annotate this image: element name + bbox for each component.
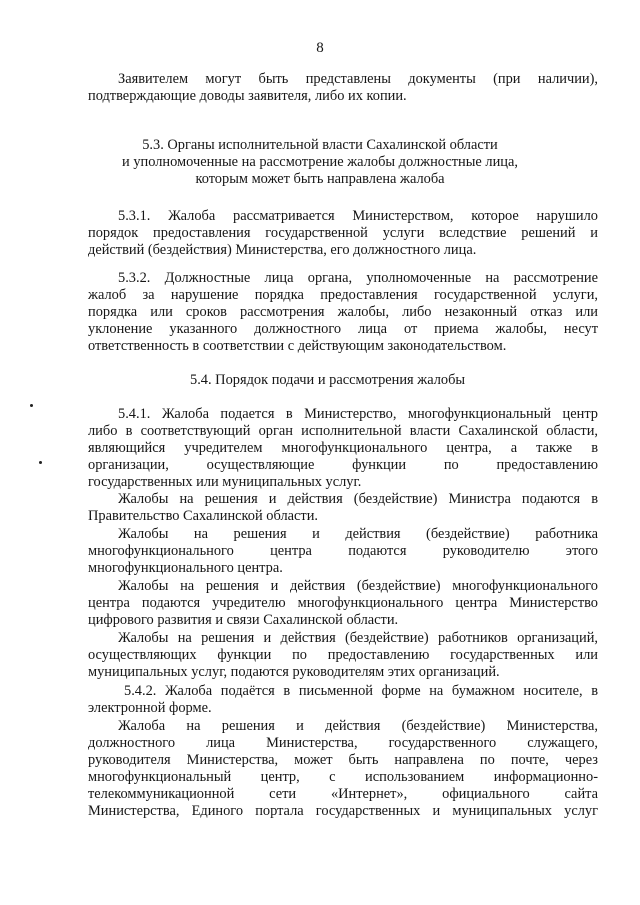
- text-line: 5.3. Органы исполнительной власти Сахалинской области: [142, 137, 498, 153]
- text-line: Правительство Сахалинской области.: [88, 508, 318, 524]
- text-line: должностного лица Министерства, государственного служащего,: [88, 735, 598, 751]
- text-line: либо в соответствующий орган исполнительной власти Сахалинской области,: [88, 423, 598, 439]
- text-line: Заявителем могут быть представлены документы (при наличии),: [118, 71, 598, 87]
- page-number: 8: [316, 40, 324, 56]
- text-line: уклонение указанного должностного лица от приема жалобы, несут: [88, 321, 598, 337]
- scan-speck: [39, 461, 42, 464]
- text-line: являющийся учредителем многофункционального центра, а также в: [88, 440, 598, 456]
- text-line: телекоммуникационной сети «Интернет», официального сайта: [88, 786, 598, 802]
- text-line: электронной форме.: [88, 700, 212, 716]
- text-line: жалоб за нарушение порядка предоставления государственной услуги,: [88, 287, 598, 303]
- text-line: осуществляющих функции по предоставлению государственных или: [88, 647, 598, 663]
- scan-speck: [30, 404, 33, 407]
- text-line: руководителя Министерства, может быть направлена по почте, через: [88, 752, 598, 768]
- text-line: которым может быть направлена жалоба: [195, 171, 445, 187]
- text-line: порядок предоставления государственной услуги вследствие решений и: [88, 225, 598, 241]
- text-line: многофункционального центра подаются руководителю этого: [88, 543, 598, 559]
- text-line: ответственность в соответствии с действующим законодательством.: [88, 338, 507, 354]
- text-line: действий (бездействия) Министерства, его должностного лица.: [88, 242, 477, 258]
- text-line: 5.4.2. Жалоба подаётся в письменной форме на бумажном носителе, в: [124, 683, 598, 699]
- text-line: порядка или сроков рассмотрения жалобы, либо незаконный отказ или: [88, 304, 598, 320]
- text-line: Жалобы на решения и действия (бездействие) Министра подаются в: [118, 491, 598, 507]
- text-line: 5.4. Порядок подачи и рассмотрения жалобы: [190, 372, 466, 388]
- text-line: 5.4.1. Жалоба подается в Министерство, многофункциональный центр: [118, 406, 598, 422]
- text-line: муниципальных услуг, подаются руководителям этих организаций.: [88, 664, 500, 680]
- text-line: центра подаются учредителю многофункционального центра Министерство: [88, 595, 598, 611]
- text-line: 5.3.2. Должностные лица органа, уполномоченные на рассмотрение: [118, 270, 598, 286]
- text-line: Жалоба на решения и действия (бездействие) Министерства,: [118, 718, 598, 734]
- text-line: и уполномоченные на рассмотрение жалобы должностные лица,: [122, 154, 518, 170]
- text-line: Жалобы на решения и действия (бездействие) многофункционального: [118, 578, 598, 594]
- text-line: многофункционального центра.: [88, 560, 283, 576]
- text-line: многофункциональный центр, с использованием информационно-: [88, 769, 598, 785]
- text-line: Министерства, Единого портала государственных и муниципальных услуг: [88, 803, 598, 819]
- text-line: Жалобы на решения и действия (бездействие) работников организаций,: [118, 630, 598, 646]
- text-line: цифрового развития и связи Сахалинской области.: [88, 612, 399, 628]
- text-line: 5.3.1. Жалоба рассматривается Министерством, которое нарушило: [118, 208, 598, 224]
- text-line: Жалобы на решения и действия (бездействие) работника: [118, 526, 598, 542]
- text-line: организации, осуществляющие функции по предоставлению: [88, 457, 598, 473]
- text-line: подтверждающие доводы заявителя, либо их копии.: [88, 88, 407, 104]
- text-line: государственных или муниципальных услуг.: [88, 474, 362, 490]
